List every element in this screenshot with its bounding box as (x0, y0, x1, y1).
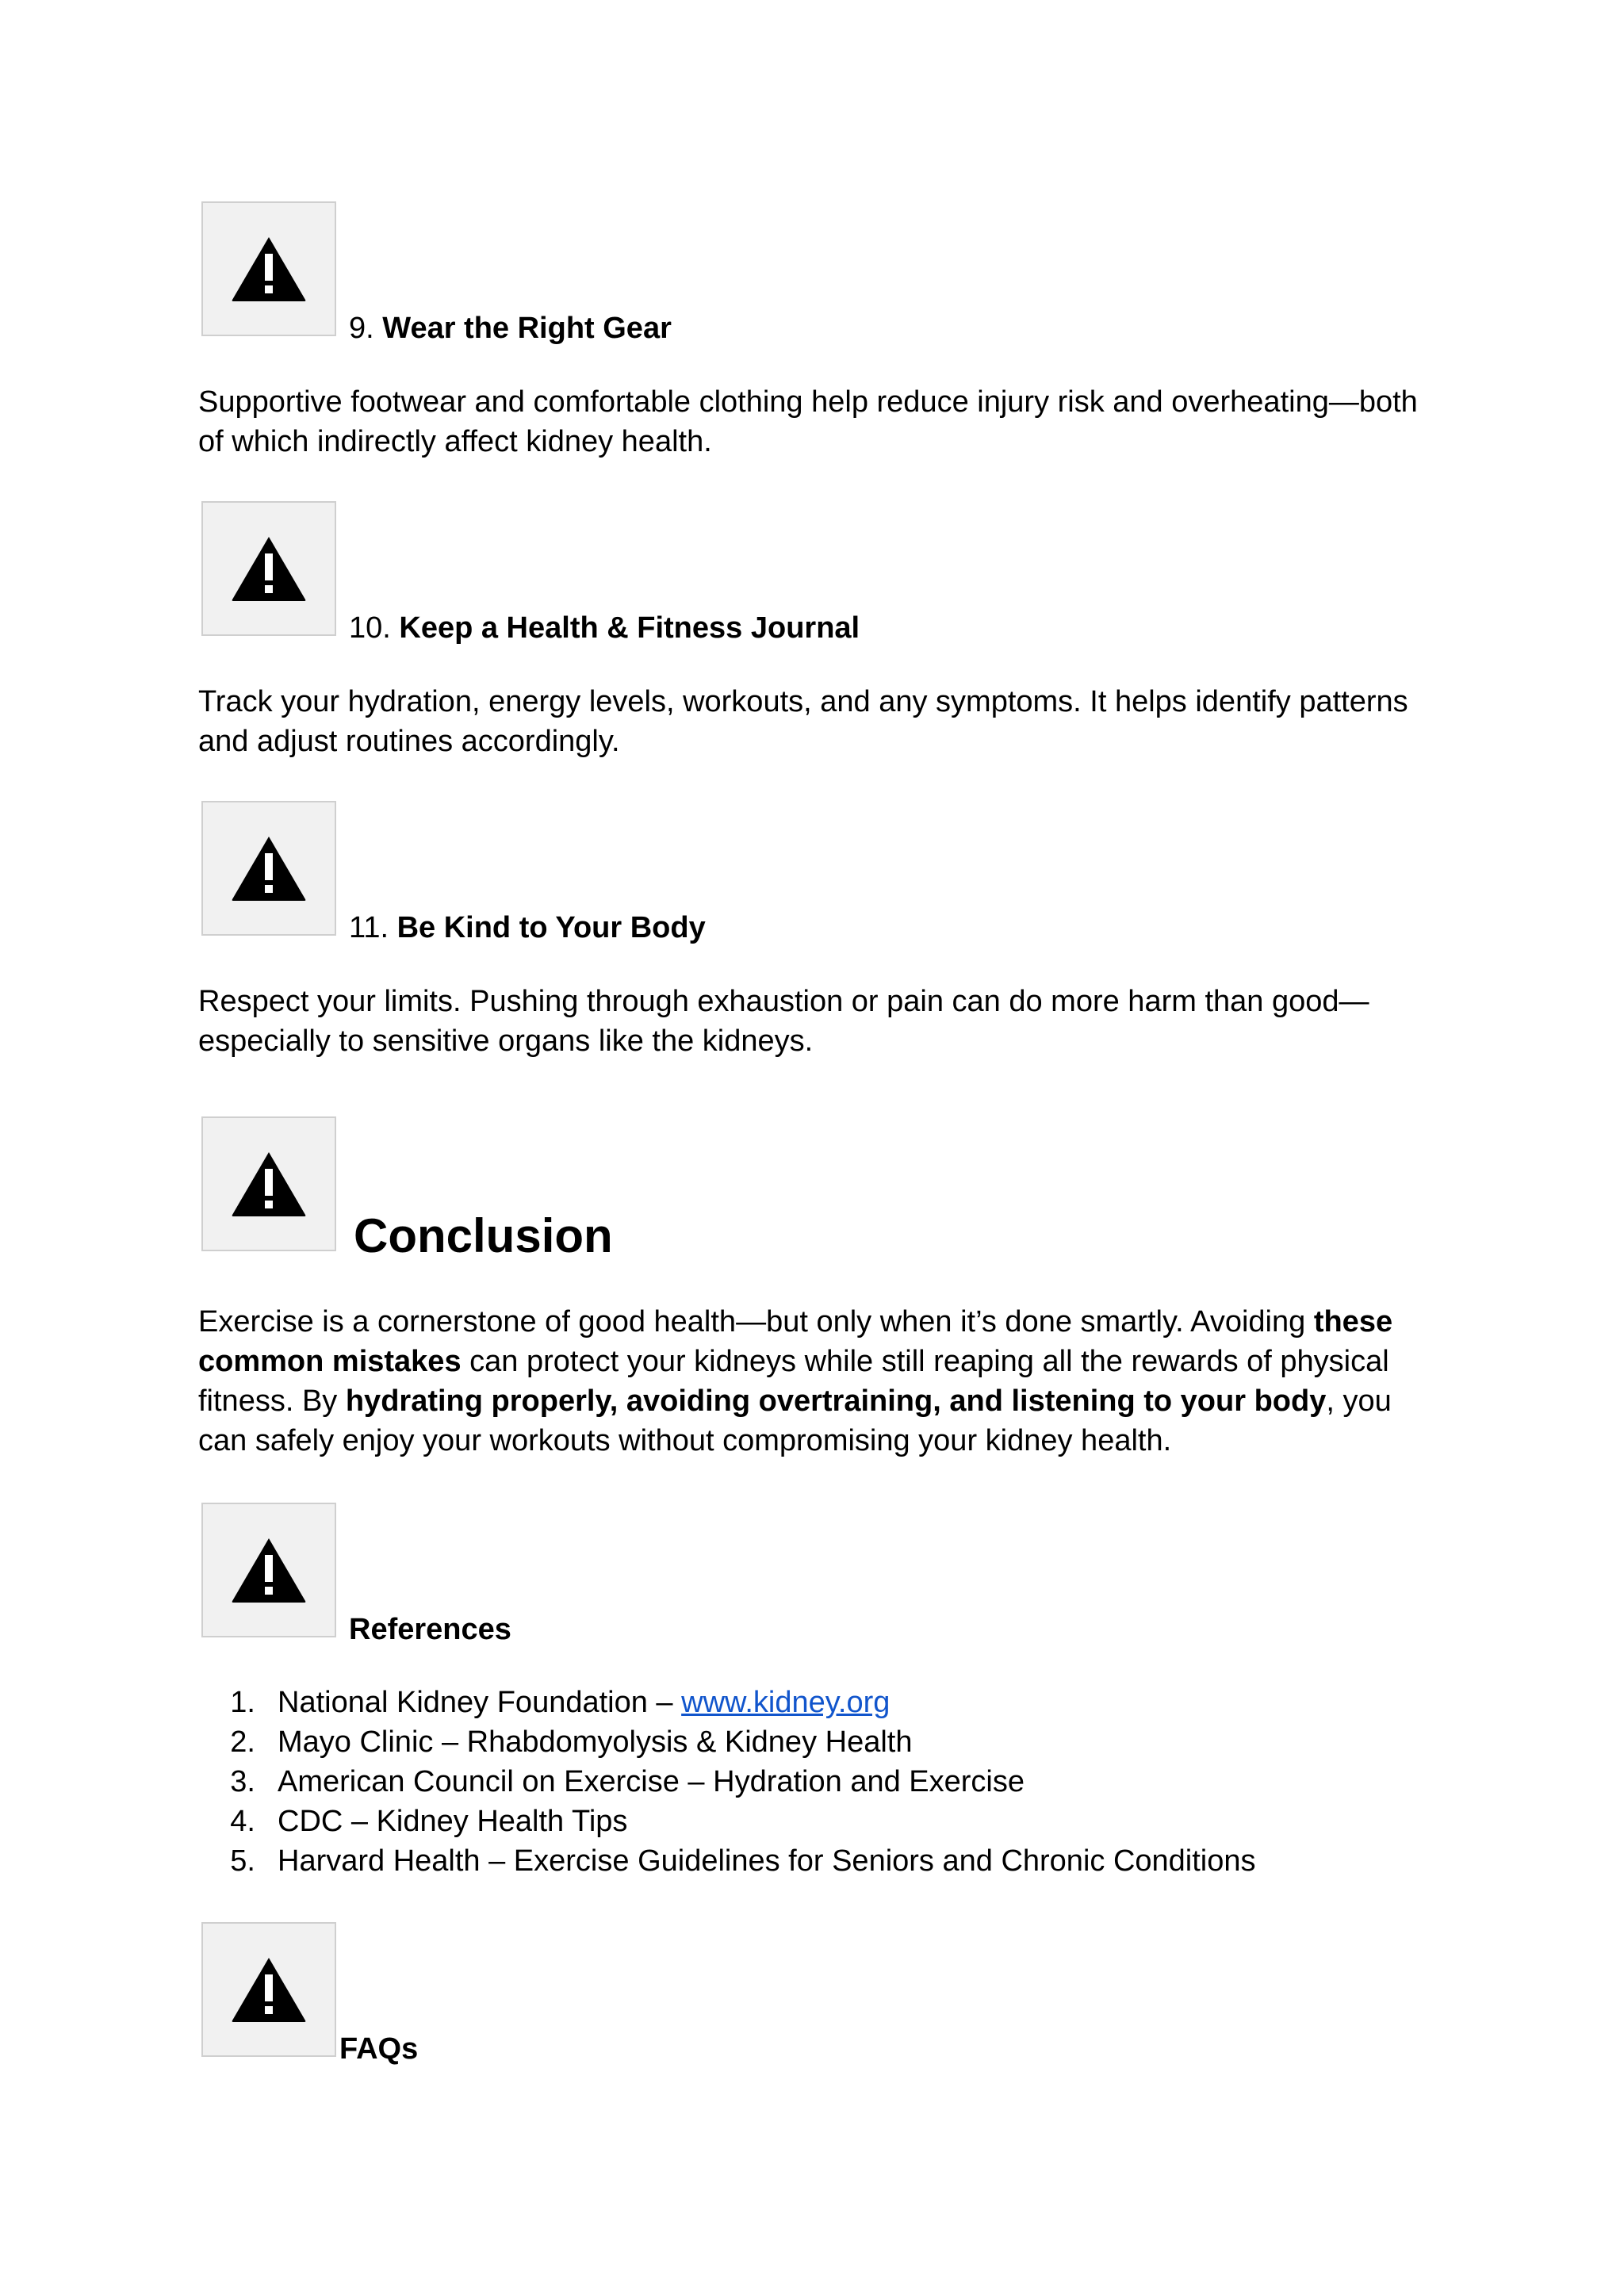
broken-image-placeholder (201, 1503, 336, 1637)
conclusion-text: , you can safely enjoy your workouts without compromising your kidney health. (198, 1384, 1392, 1457)
broken-image-placeholder (201, 1116, 336, 1251)
section-title (349, 910, 706, 945)
reference-number: 5. (230, 1844, 255, 1878)
section-title-text: Wear the Right Gear (382, 312, 672, 345)
reference-number: 2. (230, 1725, 255, 1759)
section-paragraph-11: Respect your limits. Pushing through exhaustion or pain can do more harm than good—especially to sensitive organs like the kidneys. (198, 985, 1369, 1058)
section-heading-10 (201, 501, 860, 645)
conclusion-title: Conclusion (354, 1209, 613, 1262)
section-paragraph-9: Supportive footwear and comfortable clothing help reduce injury risk and overheating—both of which indirectly affect kidney health. (198, 385, 1418, 458)
section-title (349, 311, 672, 346)
reference-number: 1. (230, 1686, 255, 1719)
conclusion-paragraph (198, 1302, 1435, 1461)
reference-link[interactable]: www.kidney.org (681, 1686, 891, 1719)
warning-icon (230, 534, 308, 603)
warning-icon (230, 1150, 308, 1218)
conclusion-bold-text: these common mistakes (198, 1305, 1393, 1378)
warning-icon (230, 1536, 308, 1604)
broken-image-placeholder (201, 801, 336, 936)
faqs-title (339, 2032, 418, 2066)
conclusion-bold-text: hydrating properly, avoiding overtraining, and listening to your body (345, 1384, 1327, 1418)
reference-item (198, 1722, 1435, 1762)
section-title (349, 611, 860, 645)
section-title-text: Be Kind to Your Body (396, 911, 706, 944)
reference-item (198, 1841, 1435, 1881)
reference-text: National Kidney Foundation – (278, 1686, 682, 1719)
section-heading-9 (201, 201, 672, 345)
conclusion-heading (201, 1116, 613, 1262)
section-number: 9. (349, 312, 374, 345)
reference-item (198, 1762, 1435, 1802)
references-list (198, 1683, 1435, 1881)
references-title (349, 1612, 511, 1647)
reference-number: 3. (230, 1765, 255, 1798)
section-paragraph-10: Track your hydration, energy levels, workouts, and any symptoms. It helps identify patterns and adjust routines accordingly. (198, 685, 1408, 758)
reference-text: Mayo Clinic – Rhabdomyolysis & Kidney Health (278, 1725, 913, 1759)
section-number: 10. (349, 611, 391, 645)
reference-text: CDC – Kidney Health Tips (278, 1805, 628, 1838)
reference-text: American Council on Exercise – Hydration and Exercise (278, 1765, 1025, 1798)
warning-icon (230, 235, 308, 303)
broken-image-placeholder (201, 201, 336, 336)
warning-icon (230, 834, 308, 902)
section-title-text: Keep a Health & Fitness Journal (399, 611, 860, 645)
reference-item (198, 1683, 1435, 1722)
faqs-heading (201, 1922, 419, 2066)
warning-icon (230, 1955, 308, 2024)
reference-item (198, 1802, 1435, 1841)
section-heading-11 (201, 801, 706, 944)
broken-image-placeholder (201, 501, 336, 636)
faqs-title-text: FAQs (339, 2032, 419, 2066)
reference-text: Harvard Health – Exercise Guidelines for Seniors and Chronic Conditions (278, 1844, 1256, 1878)
references-heading (201, 1503, 511, 1646)
conclusion-text: Exercise is a cornerstone of good health—but only when it’s done smartly. Avoiding (198, 1305, 1314, 1338)
references-title-text: References (349, 1613, 511, 1646)
reference-number: 4. (230, 1805, 255, 1838)
section-number: 11. (349, 911, 389, 944)
conclusion-text: can protect your kidneys while still reaping all the rewards of physical fitness. By (198, 1345, 1389, 1418)
broken-image-placeholder (201, 1922, 336, 2057)
